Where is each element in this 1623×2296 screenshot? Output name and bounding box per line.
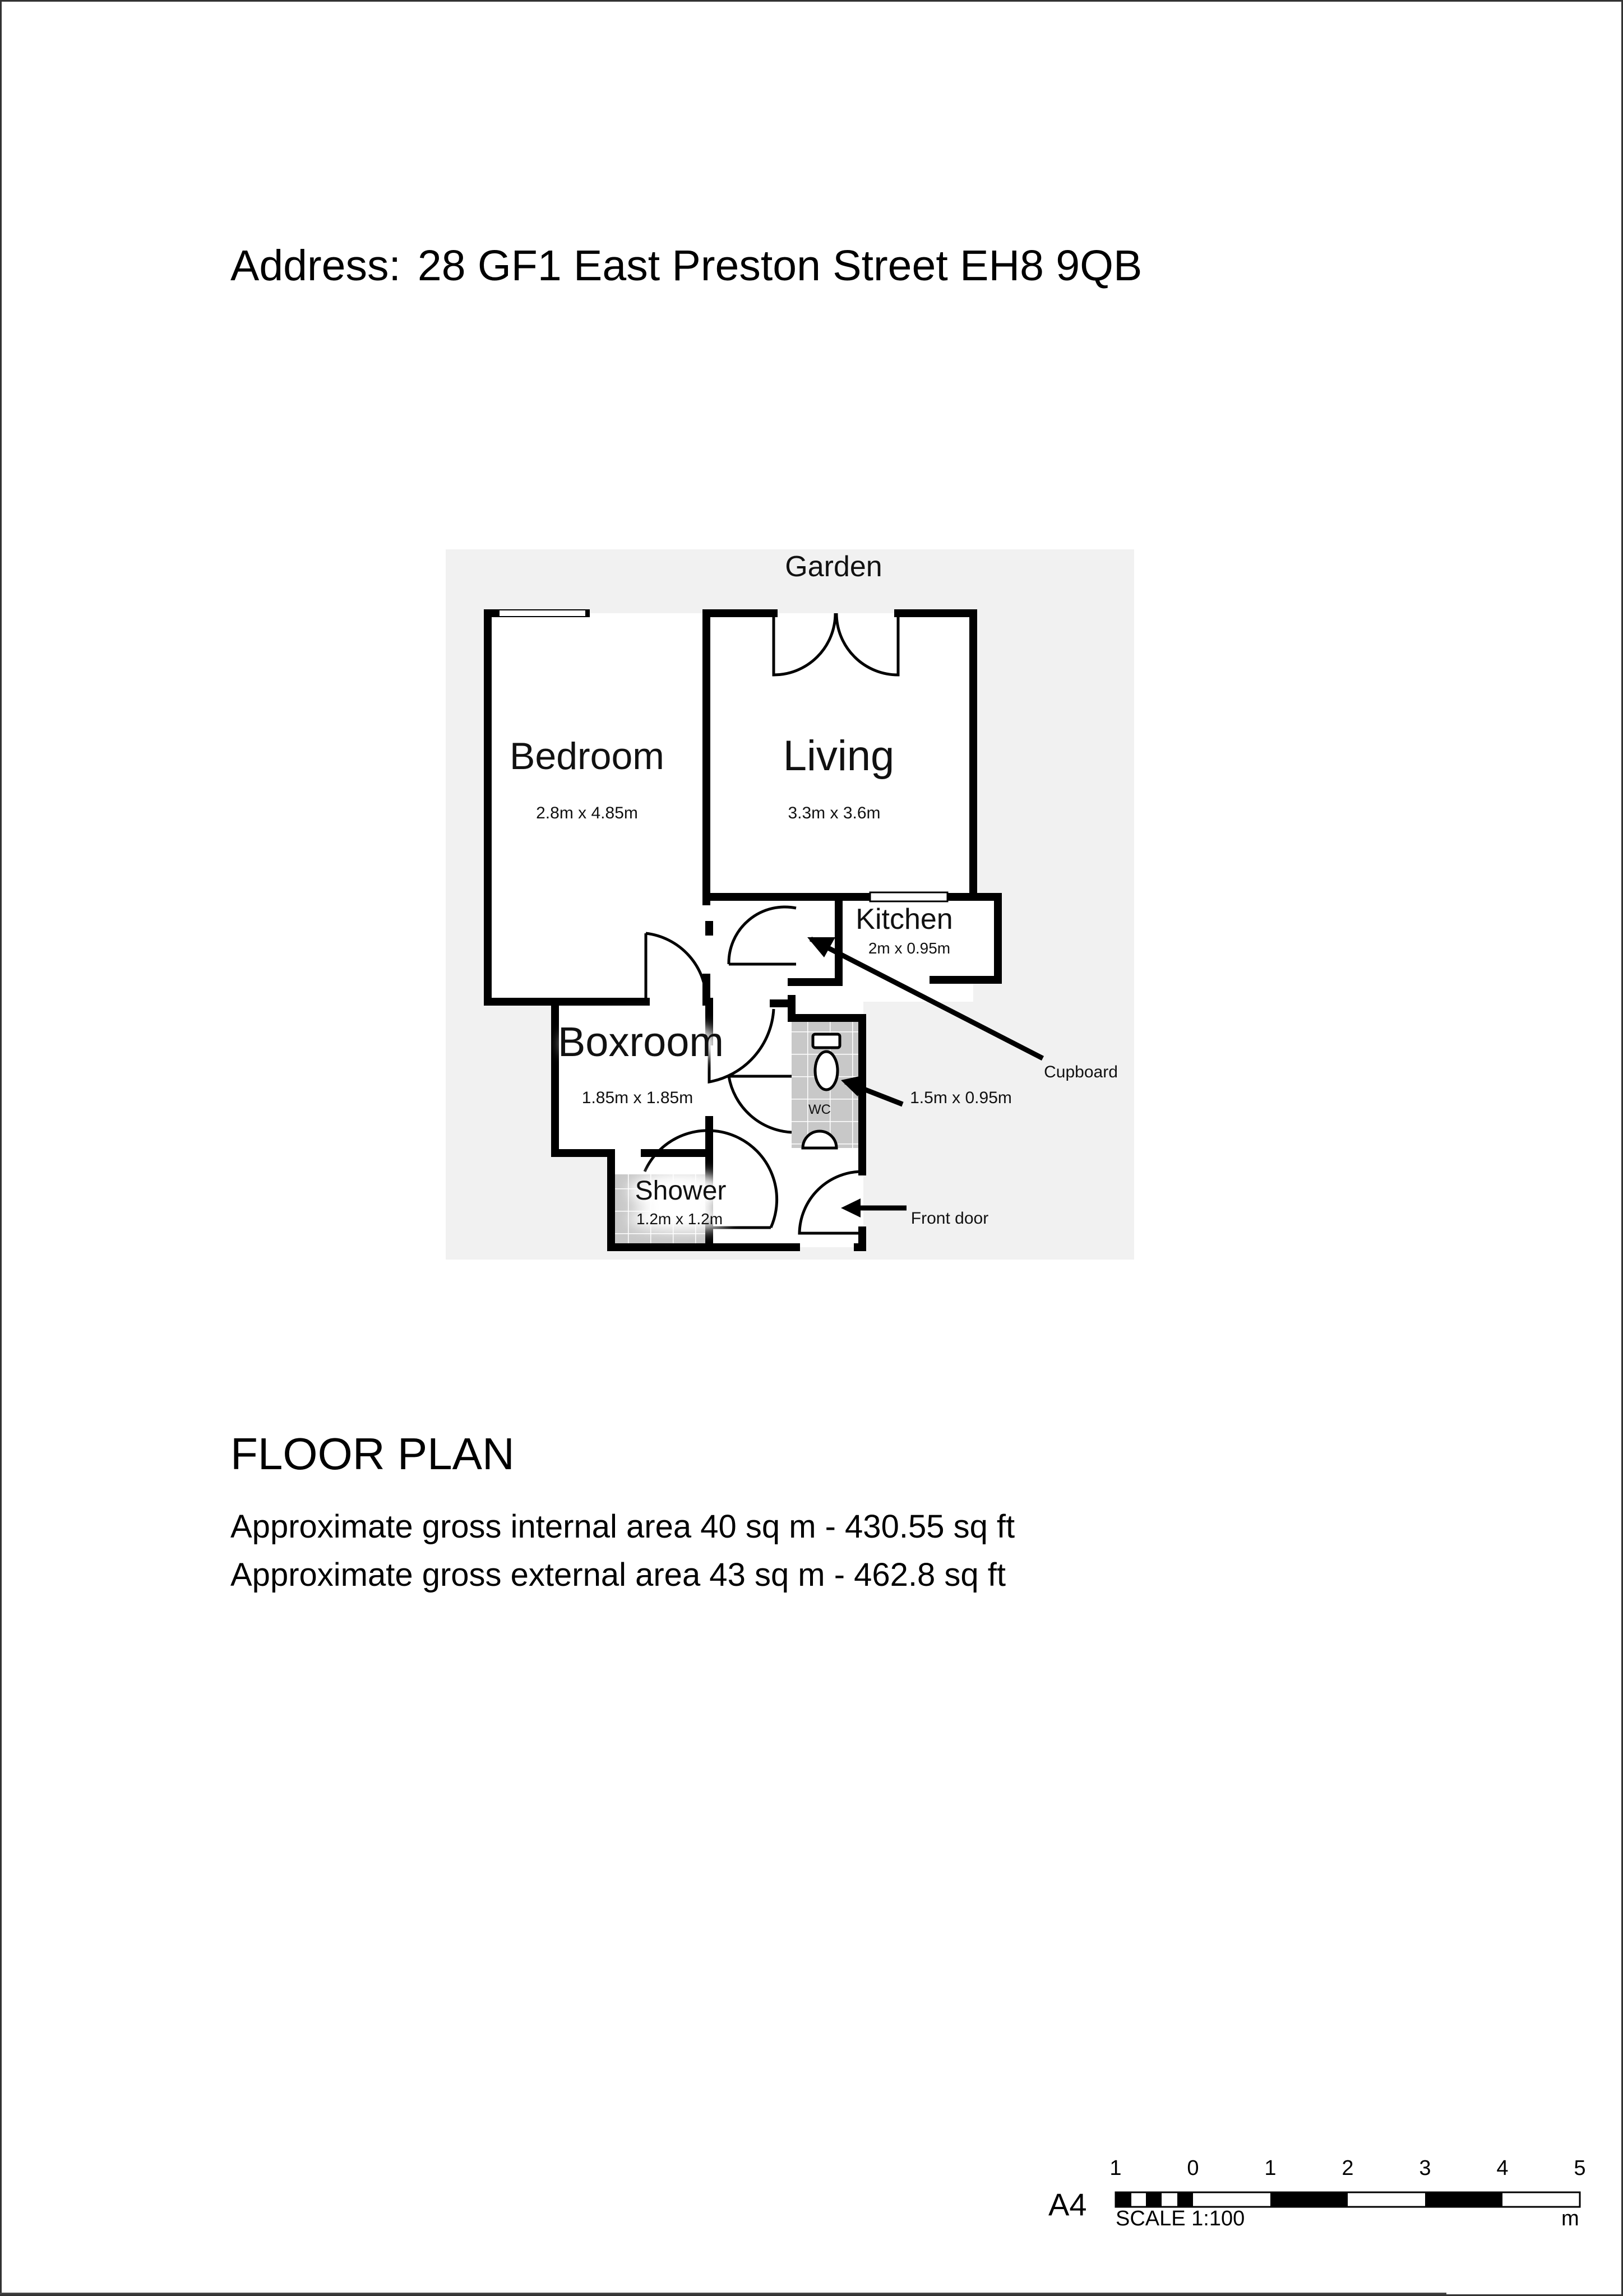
wc-name: WC — [808, 1102, 831, 1117]
kitchen-window — [870, 892, 947, 901]
scale-tick: 0 — [1187, 2156, 1199, 2180]
kitchen-size: 2m x 0.95m — [868, 939, 951, 957]
scale-tick: 3 — [1419, 2156, 1431, 2180]
scale-label: SCALE 1:100 — [1116, 2207, 1245, 2230]
bedroom-name: Bedroom — [510, 735, 664, 777]
address-label: Address: — [230, 242, 401, 290]
toilet-icon — [815, 1052, 838, 1090]
external-area-text: Approximate gross external area 43 sq m - 462.8 sq ft — [230, 1557, 1006, 1593]
front-door-label: Front door — [910, 1209, 989, 1228]
shower-size: 1.2m x 1.2m — [636, 1210, 723, 1228]
scale-tick: 5 — [1574, 2156, 1586, 2180]
scale-tick: 4 — [1496, 2156, 1509, 2180]
living-size: 3.3m x 3.6m — [788, 804, 881, 822]
boxroom-size: 1.85m x 1.85m — [581, 1089, 693, 1107]
paper-size-label: A4 — [1048, 2187, 1087, 2222]
cistern-icon — [813, 1034, 840, 1048]
floor-plan-heading: FLOOR PLAN — [230, 1429, 515, 1479]
bottom-rule — [0, 2293, 1446, 2294]
address-value: 28 GF1 East Preston Street EH8 9QB — [417, 242, 1143, 290]
shower-name: Shower — [635, 1176, 727, 1206]
garden-label: Garden — [785, 550, 882, 583]
wc-size: 1.5m x 0.95m — [910, 1089, 1012, 1107]
living-name: Living — [783, 732, 895, 780]
cupboard-label: Cupboard — [1044, 1063, 1118, 1081]
boxroom-name: Boxroom — [557, 1019, 724, 1065]
kitchen-name: Kitchen — [856, 903, 953, 936]
scale-bar — [1116, 2192, 1580, 2207]
scale-tick: 1 — [1264, 2156, 1277, 2180]
scale-tick: 2 — [1342, 2156, 1354, 2180]
bedroom-window — [499, 610, 586, 617]
bedroom-size: 2.8m x 4.85m — [536, 804, 638, 822]
scale-unit: m — [1561, 2207, 1579, 2230]
internal-area-text: Approximate gross internal area 40 sq m - 430.55 sq ft — [230, 1508, 1015, 1545]
scale-tick: 1 — [1109, 2156, 1122, 2180]
